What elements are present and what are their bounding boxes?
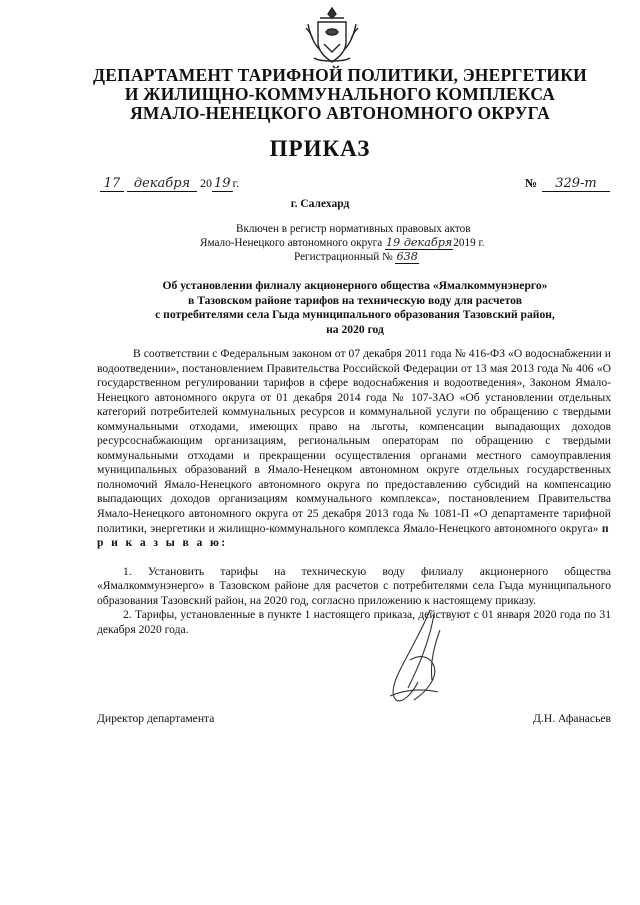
date-suffix: г. [232, 176, 240, 190]
title-line: Об установлении филиалу акционерного общества «Ямалкоммунэнерго» [162, 279, 548, 292]
signatory-name: Д.Н. Афанасьев [533, 712, 611, 725]
order-word: п р и к а з ы в а ю: [97, 521, 611, 550]
registry-year: 2019 г. [453, 237, 485, 249]
number-value: 329-т [542, 176, 610, 192]
date-year-prefix: 20 [200, 176, 212, 190]
order-item: 1. Установить тарифы на техническую воду филиалу акционерного общества «Ямалкоммунэнерго» в Тазовском районе для расчетов с потребителями села Гыда муниципального образования Тазовский район, на 2020 год, согласно приложению к настоящему приказу. [97, 564, 611, 607]
registry-number: 638 [396, 250, 418, 263]
title-line: на 2020 год [326, 322, 384, 336]
document-number [525, 176, 610, 192]
document-type: ПРИКАЗ [269, 136, 371, 161]
number-label: № [524, 176, 537, 190]
registry-region: Ямало-Ненецкого автономного округа [200, 237, 383, 249]
date-number-row [100, 176, 610, 196]
date-month: декабря [127, 176, 197, 192]
department-line: ЯМАЛО-НЕНЕЦКОГО АВТОНОМНОГО ОКРУГА [130, 103, 550, 123]
document-date [100, 176, 239, 192]
registry-line [200, 236, 540, 250]
registry-number-label: Регистрационный № [294, 251, 393, 263]
department-line: ДЕПАРТАМЕНТ ТАРИФНОЙ ПОЛИТИКИ, ЭНЕРГЕТИКИ [93, 65, 587, 85]
date-day: 17 [100, 176, 124, 192]
date-year-suffix: 19 [214, 176, 231, 191]
signature-block [97, 712, 611, 728]
title-line: в Тазовском районе тарифов на техническую воду для расчетов [188, 293, 522, 307]
coat-of-arms-icon [300, 4, 364, 68]
document-body [97, 347, 611, 637]
city: г. Салехард [290, 198, 350, 210]
department-name [60, 66, 620, 123]
document-title [100, 279, 610, 337]
handwritten-signature [370, 600, 470, 720]
preamble-text: В соответствии с Федеральным законом от 07 декабря 2011 года № 416-ФЗ «О водоснабжении и водоотведении», постановлением Правительства Российской Федерации от 13 мая 2013 года № 406 «О государственном регулировании тарифов в сфере водоснабжения и водоотведения», Законом Ямало-Ненецкого автономного округа от 01 декабря 2014 года № 107-ЗАО «Об установлении отдельных категорий потребителей коммунальных ресурсов и коммунальной услуги по обращению с твердыми коммунальными отходами, имеющих право на льготы, компенсации выпадающих доходов ресурсоснабжающим организациям, региональным операторам по обращению с твердыми коммунальными отходами и прекращении осуществления органами местного самоуправления муниципальных образований в Ямало-Ненецком автономном округе отдельных государственных полномочий Ямало-Ненецкого автономного округа по предоставлению субсидий на компенсацию выпадающих доходов организациям коммунального комплекса», постановлением Правительства Ямало-Ненецкого автономного округа от 25 декабря 2013 года № 1081-П «О департаменте тарифной политики, энергетики и жилищно-коммунального комплекса Ямало-Ненецкого автономного округа» [97, 347, 611, 535]
order-item: 2. Тарифы, установленные в пункте 1 настоящего приказа, действуют с 01 января 2020 года по 31 декабря 2020 года. [97, 608, 611, 636]
order-items [97, 565, 611, 638]
registry-line [200, 250, 540, 264]
registry-stamp [200, 222, 540, 264]
preamble-paragraph [97, 347, 611, 551]
title-line: с потребителями села Гыда муниципального образования Тазовский район, [155, 308, 555, 322]
registry-date: 19 декабря [386, 236, 453, 249]
department-line: И ЖИЛИЩНО-КОММУНАЛЬНОГО КОМПЛЕКСА [124, 84, 556, 104]
signatory-position: Директор департамента [97, 712, 215, 725]
registry-line: Включен в регистр нормативных правовых актов [236, 223, 471, 235]
